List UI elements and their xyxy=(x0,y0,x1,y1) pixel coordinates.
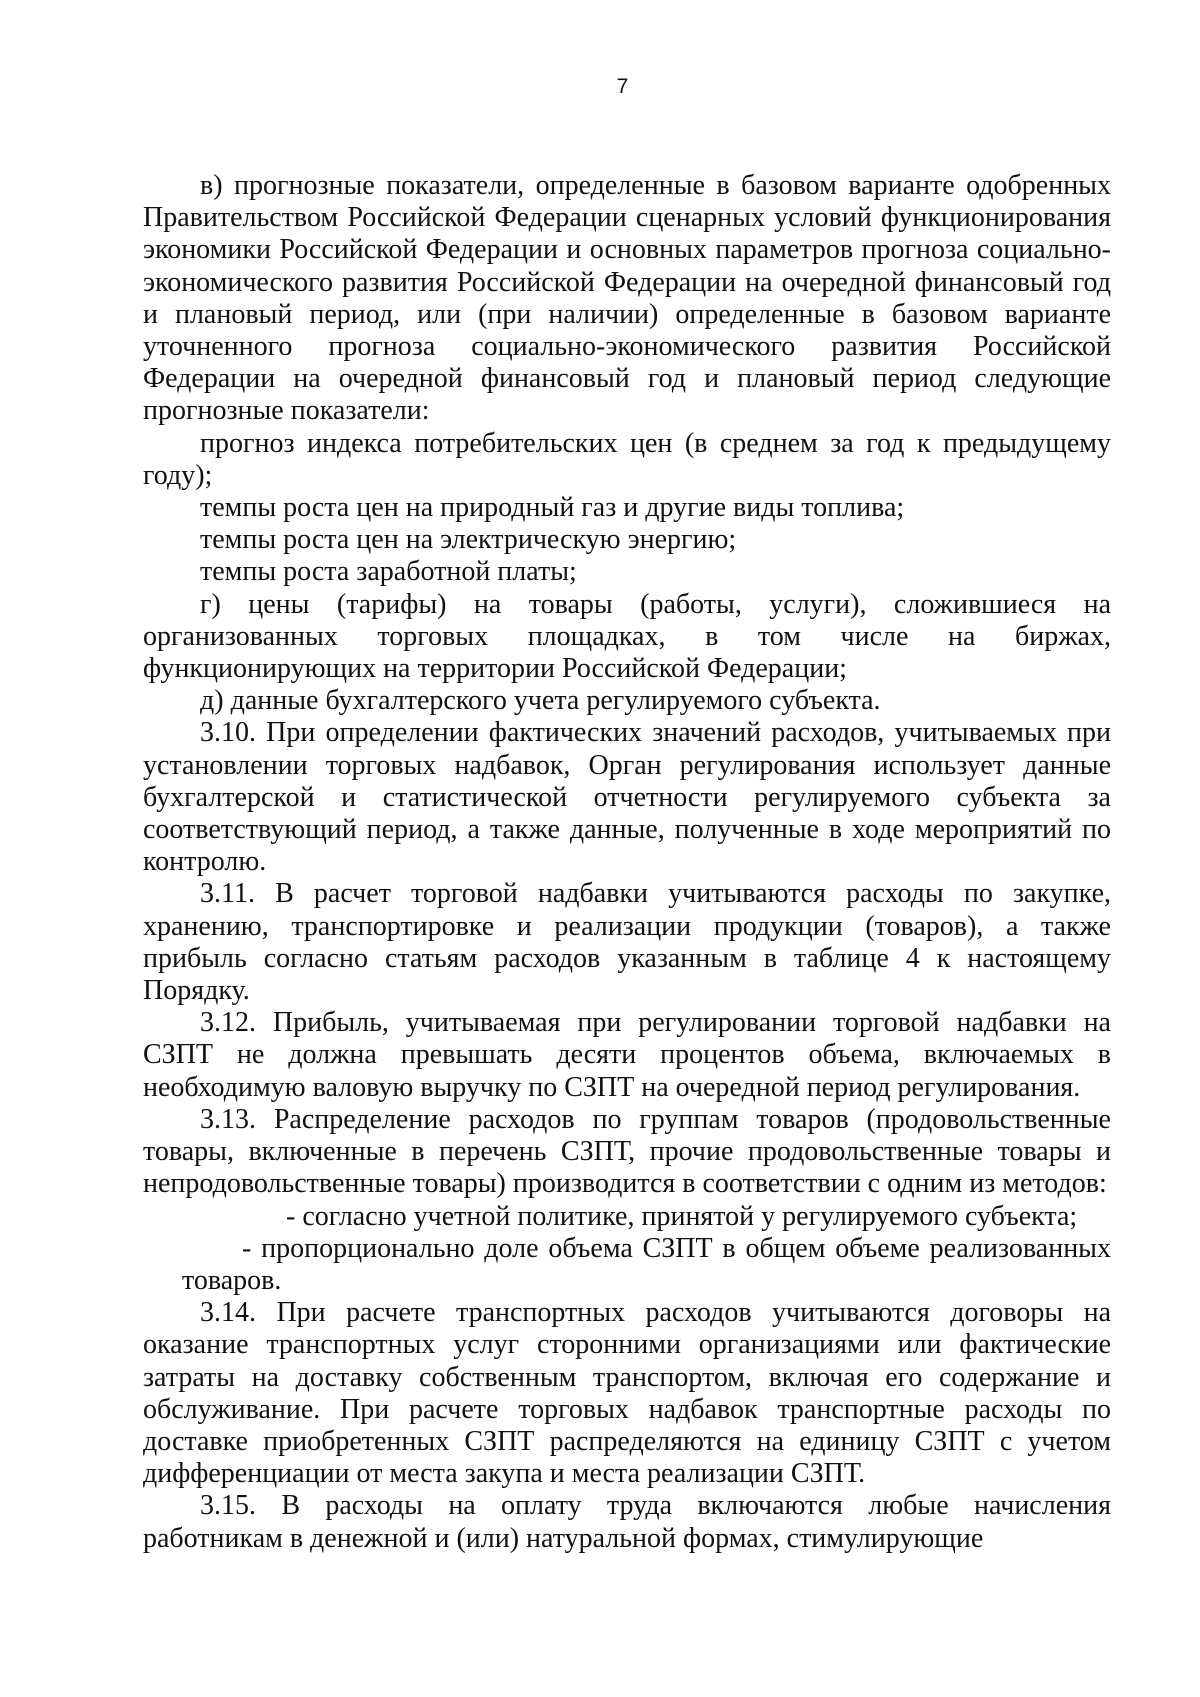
paragraph-3-11: 3.11. В расчет торговой надбавки учитываются расходы по закупке, хранению, транспортировке и реализации продукции (товаров), а также прибыль согласно статьям расходов указанным в таблице 4 к настоящему Порядку. xyxy=(143,878,1111,1007)
paragraph-g-exchange-prices: г) цены (тарифы) на товары (работы, услуги), сложившиеся на организованных торговых площадках, в том числе на биржах, функционирующих на территории Российской Федерации; xyxy=(143,588,1111,685)
document-body xyxy=(143,170,1111,1555)
paragraph-wage-growth: темпы роста заработной платы; xyxy=(200,556,577,588)
paragraph-3-14: 3.14. При расчете транспортных расходов учитываются договоры на оказание транспортных услуг сторонними организациями или фактические затраты на доставку собственным транспортом, включая его содержание и обслуживание. При расчете торговых надбавок транспортные расходы по доставке приобретенных СЗПТ распределяются на единицу СЗПТ с учетом дифференциации от места закупа и места реализации СЗПТ. xyxy=(143,1297,1111,1490)
paragraph-3-10: 3.10. При определении фактических значений расходов, учитываемых при установлении торговых надбавок, Орган регулирования использует данные бухгалтерской и статистической отчетности регулируемого субъекта за соответствующий период, а также данные, полученные в ходе мероприятий по контролю. xyxy=(143,717,1111,878)
list-item-accounting-policy: - согласно учетной политике, принятой у регулируемого субъекта; xyxy=(286,1200,1078,1232)
paragraph-cpi-forecast: прогноз индекса потребительских цен (в среднем за год к предыдущему году); xyxy=(143,427,1111,491)
paragraph-v-forecast-indicators: в) прогнозные показатели, определенные в базовом варианте одобренных Правительством Российской Федерации сценарных условий функционирования экономики Российской Федерации и основных параметров прогноза социально-экономического развития Российской Федерации на очередной финансовый год и плановый период, или (при наличии) определенные в базовом варианте уточненного прогноза социально-экономического развития Российской Федерации на очередной финансовый год и плановый период следующие прогнозные показатели: xyxy=(143,170,1111,427)
page-number: 7 xyxy=(616,75,629,98)
paragraph-3-15: 3.15. В расходы на оплату труда включаются любые начисления работникам в денежной и (или) натуральной формах, стимулирующие xyxy=(143,1490,1111,1554)
list-item-proportional-share: - пропорционально доле объема СЗПТ в общем объеме реализованных товаров. xyxy=(182,1232,1111,1296)
paragraph-gas-fuel-prices: темпы роста цен на природный газ и другие виды топлива; xyxy=(200,492,905,524)
paragraph-3-12: 3.12. Прибыль, учитываемая при регулировании торговой надбавки на СЗПТ не должна превышать десяти процентов объема, включаемых в необходимую валовую выручку по СЗПТ на очередной период регулирования. xyxy=(143,1007,1111,1103)
paragraph-electricity-prices: темпы роста цен на электрическую энергию; xyxy=(200,524,737,556)
paragraph-3-13: 3.13. Распределение расходов по группам товаров (продовольственные товары, включенные в перечень СЗПТ, прочие продовольственные товары и непродовольственные товары) производится в соответствии с одним из методов: xyxy=(143,1103,1111,1200)
paragraph-d-accounting-data: д) данные бухгалтерского учета регулируемого субъекта. xyxy=(200,685,881,717)
